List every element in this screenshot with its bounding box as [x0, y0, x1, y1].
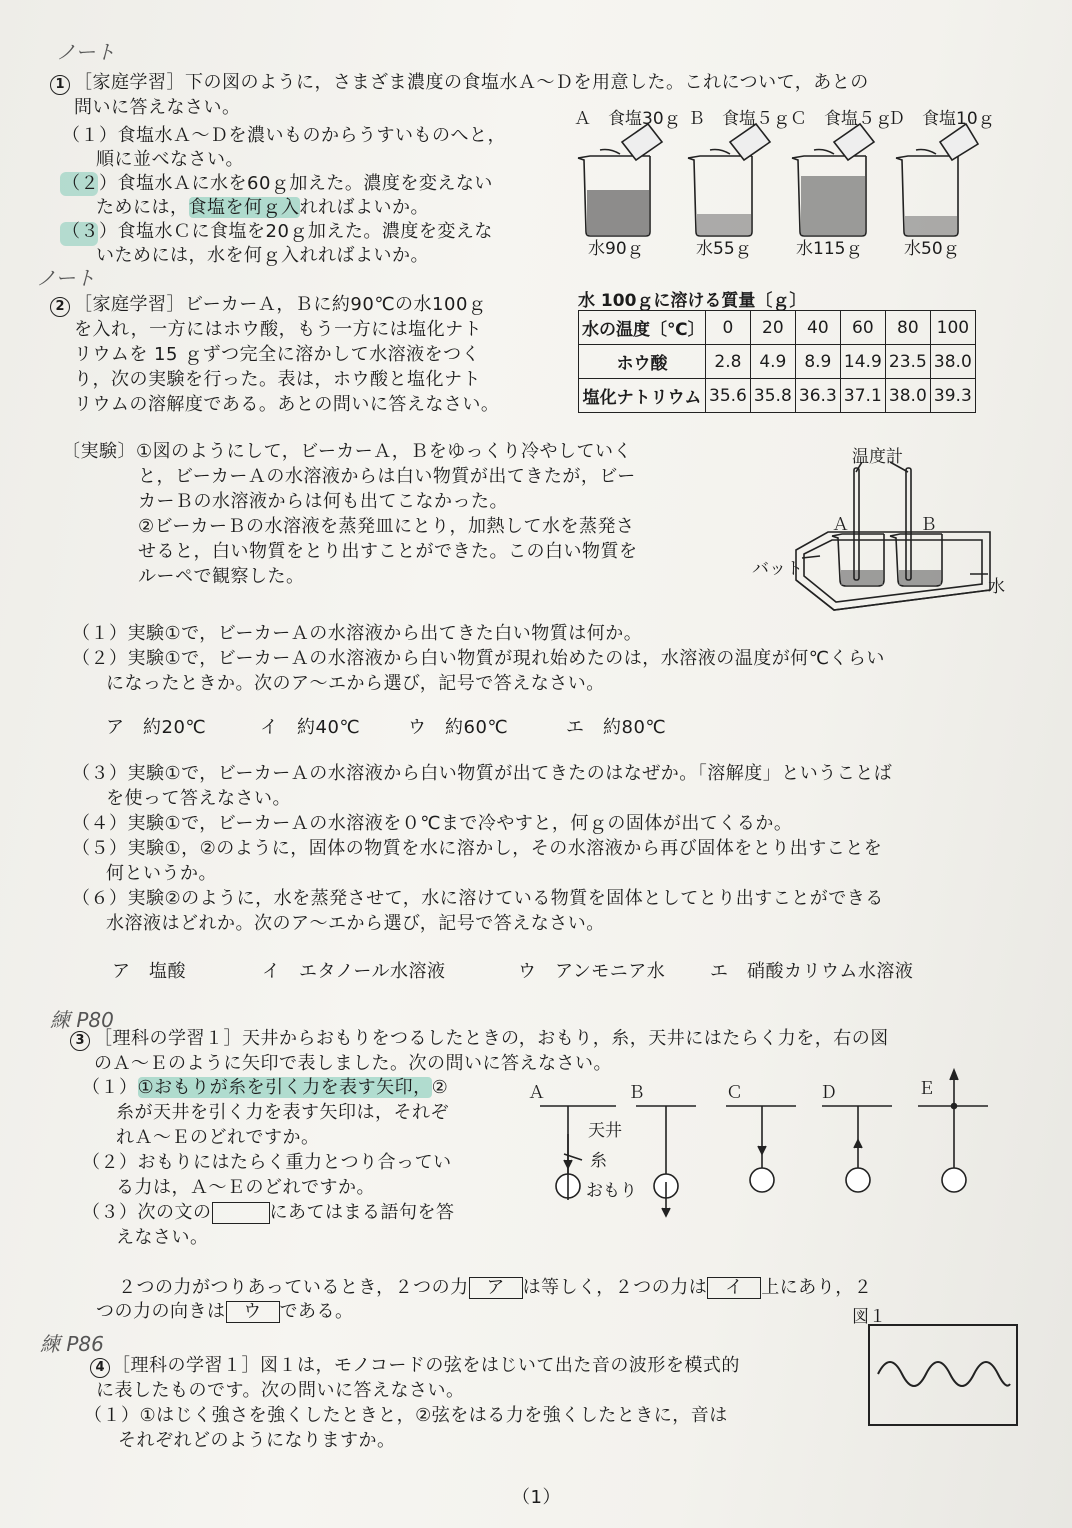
text: （１）: [82, 1077, 138, 1098]
q2-sub3: を使って答えなさい。: [106, 788, 291, 809]
q3-sub1: [82, 1076, 448, 1100]
table-cell: 39.3: [930, 379, 975, 413]
choice: エ 約80℃: [566, 717, 667, 738]
fig-label-water: 水: [988, 577, 1005, 597]
beakers-illustration: [570, 120, 980, 240]
table-cell: 4.9: [750, 345, 795, 379]
text: にあてはまる語句を答: [269, 1202, 455, 1223]
q3-sub3: えなさい。: [116, 1227, 209, 1248]
highlighted-text: ①おもりが糸を引く力を表す矢印，: [137, 1077, 432, 1098]
fig-label: Ｄ: [820, 1083, 837, 1103]
q2-sub6: 水溶液はどれか。次のア～エから選び，記号で答えなさい。: [106, 913, 605, 934]
text: ためには，: [96, 197, 189, 218]
fig-label-thermometer: 温度計: [852, 447, 903, 467]
table-row: [579, 311, 976, 345]
q1-sub1: （１）食塩水Ａ～Ｄを濃いものからうすいものへと，: [62, 125, 506, 146]
table-row: [579, 379, 976, 413]
q3-sub2: る力は，Ａ～Ｅのどれですか。: [116, 1177, 375, 1198]
experiment-text: カーＢの水溶液からは何も出てこなかった。: [138, 491, 508, 512]
text: である。: [279, 1301, 354, 1322]
fig-label-b: Ｂ: [920, 515, 937, 535]
waveform-figure: [868, 1324, 1020, 1428]
fig-label: Ａ: [528, 1083, 545, 1103]
beaker-label: Ａ 食塩30ｇ: [574, 109, 681, 129]
water-label: 水115ｇ: [796, 239, 863, 259]
blank-box-a: ア: [469, 1277, 523, 1299]
table-cell: 23.5: [885, 345, 930, 379]
q2-sub5: 何というか。: [106, 863, 217, 884]
table-header: 水の温度〔℃〕: [579, 311, 706, 345]
q3-sub3: [82, 1201, 455, 1225]
handwritten-note: 練 P86: [40, 1332, 104, 1356]
choice: イ 約40℃: [260, 717, 361, 738]
q1-sub1: 順に並べなさい。: [96, 149, 244, 170]
q2-text: ［家庭学習］ビーカーＡ，Ｂに約90℃の水100ｇ: [74, 294, 487, 315]
table-cell: 36.3: [795, 379, 840, 413]
choice: ア 塩酸: [112, 961, 186, 982]
q2-text: リウムを 15 ｇずつ完全に溶かして水溶液をつく: [74, 344, 481, 365]
q3-sub1: 糸が天井を引く力を表す矢印は，それぞ: [116, 1102, 449, 1123]
q2-text: を入れ，一方にはホウ酸，もう一方には塩化ナト: [74, 319, 483, 340]
table-cell: 60: [840, 311, 885, 345]
q2-sub1: （１）実験①で，ビーカーＡの水溶液から出てきた白い物質は何か。: [72, 623, 643, 644]
text: ２つの力がつりあっているとき，２つの力: [118, 1277, 469, 1298]
beaker-label: Ｂ 食塩５ｇ: [688, 109, 790, 129]
fill-sentence: [96, 1300, 354, 1324]
q1-sub2: [96, 196, 429, 220]
table-cell: 38.0: [885, 379, 930, 413]
question-number: 1: [50, 75, 70, 95]
q3-sub2: （２）おもりにはたらく重力とつり合ってい: [82, 1152, 452, 1173]
fig-label-string: 糸: [590, 1151, 607, 1171]
beaker-label: Ｃ 食塩５ｇ: [790, 109, 892, 129]
table-title: 水 100ｇに溶ける質量〔ｇ〕: [578, 291, 807, 311]
table-cell: 100: [930, 311, 975, 345]
q2-text: り，次の実験を行った。表は，ホウ酸と塩化ナト: [74, 369, 481, 390]
blank-box-u: ウ: [226, 1301, 280, 1323]
page-number: （1）: [512, 1487, 561, 1508]
table-row: [579, 345, 976, 379]
choice: エ 硝酸カリウム水溶液: [710, 961, 914, 982]
choice: ウ アンモニア水: [518, 961, 666, 982]
force-diagrams: [520, 1064, 1000, 1224]
table-cell: 80: [885, 311, 930, 345]
handwritten-note: ノート: [36, 266, 96, 290]
q2-sub2: になったときか。次のア～エから選び，記号で答えなさい。: [106, 673, 605, 694]
q4-sub1: それぞれどのようになりますか。: [118, 1430, 396, 1451]
experiment-text: と，ビーカーＡの水溶液からは白い物質が出てきたが，ビー: [138, 466, 636, 487]
figure-1-label: 図１: [852, 1307, 886, 1327]
fig-label-tray: バット: [752, 559, 803, 579]
text: （３）次の文の: [82, 1202, 212, 1223]
cooling-experiment-illustration: [790, 462, 1000, 618]
text: ②: [431, 1077, 449, 1098]
q2-sub2: （２）実験①で，ビーカーＡの水溶液から白い物質が現れ始めたのは，水溶液の温度が何℃くらい: [72, 648, 885, 669]
beaker-label: Ｄ 食塩10ｇ: [888, 109, 995, 129]
table-cell: 0: [706, 311, 751, 345]
text: れればよいか。: [299, 197, 429, 218]
fig-label-ceiling: 天井: [588, 1121, 622, 1141]
fig-label-weight: おもり: [586, 1181, 637, 1201]
q2-sub5: （５）実験①，②のように，固体の物質を水に溶かし，その水溶液から再び固体をとり出すことを: [72, 838, 883, 859]
question-number: 4: [90, 1358, 110, 1378]
solubility-table: [578, 310, 976, 413]
text: つの力の向きは: [96, 1301, 226, 1322]
experiment-text: ルーペで観察した。: [138, 566, 305, 587]
table-row-header: ホウ酸: [579, 345, 706, 379]
blank-box: [212, 1202, 270, 1224]
q2-sub3: （３）実験①で，ビーカーＡの水溶液から白い物質が出てきたのはなぜか。「溶解度」ということば: [72, 763, 893, 784]
q4-text: ［理科の学習１］図１は，モノコードの弦をはじいて出た音の波形を模式的: [112, 1355, 740, 1376]
table-cell: 35.8: [750, 379, 795, 413]
experiment-text: 〔実験〕①図のようにして，ビーカーＡ，Ｂをゆっくり冷やしていく: [62, 441, 633, 462]
question-number: 2: [50, 297, 70, 317]
table-cell: 37.1: [840, 379, 885, 413]
q2-sub4: （４）実験①で，ビーカーＡの水溶液を０℃まで冷やすと，何ｇの固体が出てくるか。: [72, 813, 793, 834]
table-cell: 8.9: [795, 345, 840, 379]
text: 上にあり，２: [761, 1277, 873, 1298]
q1-sub3: いためには，水を何ｇ入れればよいか。: [96, 245, 429, 266]
choice: ア 約20℃: [106, 717, 207, 738]
handwritten-note: ノート: [56, 40, 116, 64]
text: は等しく，２つの力は: [522, 1277, 708, 1298]
q4-text: に表したものです。次の問いに答えなさい。: [96, 1380, 465, 1401]
fig-label: Ｃ: [726, 1083, 743, 1103]
table-cell: 2.8: [706, 345, 751, 379]
table-cell: 40: [795, 311, 840, 345]
water-label: 水50ｇ: [904, 239, 960, 259]
fill-sentence: [118, 1276, 872, 1300]
handwritten-note: 練 P80: [50, 1008, 114, 1032]
table-row-header: 塩化ナトリウム: [579, 379, 706, 413]
water-label: 水55ｇ: [696, 239, 752, 259]
q2-text: リウムの溶解度である。あとの問いに答えなさい。: [74, 394, 500, 415]
highlighted-text: 食塩を何ｇ入: [188, 197, 300, 218]
q1-sub3: （３）食塩水Ｃに食塩を20ｇ加えた。濃度を変えな: [62, 221, 493, 242]
fig-label: Ｅ: [918, 1079, 935, 1099]
table-cell: 38.0: [930, 345, 975, 379]
fig-label-a: Ａ: [832, 515, 849, 535]
table-cell: 20: [750, 311, 795, 345]
q1-text: ［家庭学習］下の図のように，さまざま濃度の食塩水Ａ～Ｄを用意した。これについて，あとの: [74, 72, 869, 93]
fig-label: Ｂ: [628, 1083, 645, 1103]
table-cell: 14.9: [840, 345, 885, 379]
choice: イ エタノール水溶液: [262, 961, 446, 982]
question-number: 3: [70, 1031, 90, 1051]
blank-box-i: イ: [707, 1277, 761, 1299]
experiment-text: ②ビーカーＢの水溶液を蒸発皿にとり，加熱して水を蒸発さ: [138, 516, 635, 537]
q1-text: 問いに答えなさい。: [74, 97, 241, 118]
experiment-text: せると，白い物質をとり出すことができた。この白い物質を: [138, 541, 638, 562]
q3-text: ［理科の学習１］天井からおもりをつるしたときの，おもり，糸，天井にはたらく力を，右の図: [94, 1028, 889, 1049]
water-label: 水90ｇ: [588, 239, 644, 259]
q2-sub6: （６）実験②のように，水を蒸発させて，水に溶けている物質を固体としてとり出すことができる: [72, 888, 884, 909]
q4-sub1: （１）①はじく強さを強くしたときと，②弦をはる力を強くしたときに，音は: [84, 1405, 728, 1426]
q3-sub1: れＡ～Ｅのどれですか。: [116, 1127, 320, 1148]
table-cell: 35.6: [706, 379, 751, 413]
q1-sub2: （２）食塩水Ａに水を60ｇ加えた。濃度を変えない: [62, 173, 493, 194]
q3-text: のＡ～Ｅのように矢印で表しました。次の問いに答えなさい。: [94, 1053, 612, 1074]
choice: ウ 約60℃: [408, 717, 509, 738]
